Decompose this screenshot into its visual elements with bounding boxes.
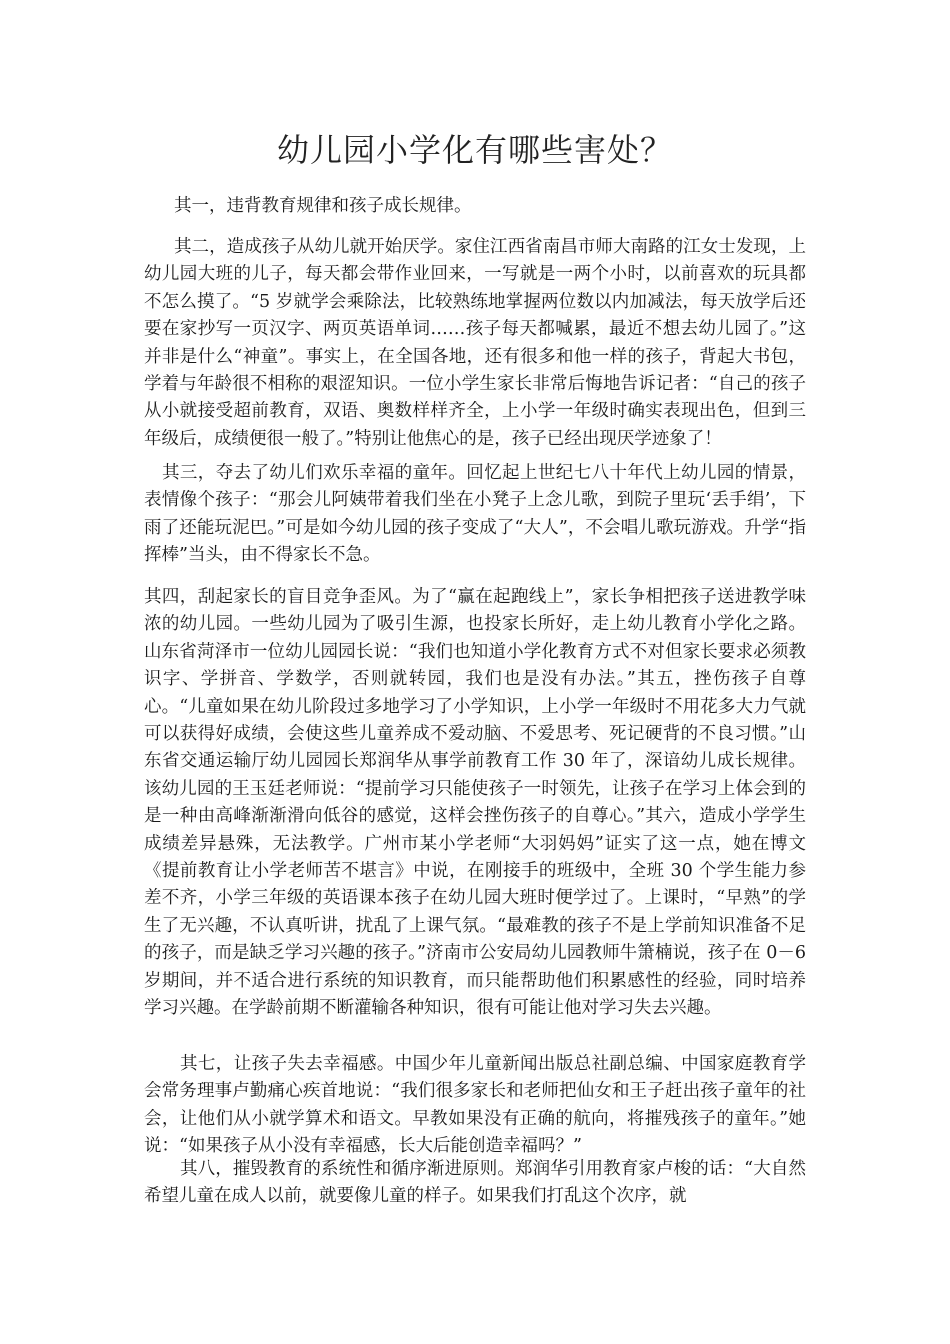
paragraph-2: 其二，造成孩子从幼儿就开始厌学。家住江西省南昌市师大南路的江女士发现，上幼儿园大班的儿子，每天都会带作业回来，一写就是一两个小时，以前喜欢的玩具都不怎么摸了。“5 岁就学会乘除法，比较熟练地掌握两位数以内加减法，每天放学后还要在家抄写一页汉字、两页英语单词……孩子每天都喊累，最近不想去幼儿园了。”这并非是什么“神童”。事实上，在全国各地，还有很多和他一样的孩子，背起大书包，学着与年龄很不相称的艰涩知识。一位小学生家长非常后悔地告诉记者：“自己的孩子从小就接受超前教育，双语、奥数样样齐全，上小学一年级时确实表现出色，但到三年级后，成绩便很一般了。”特别让他焦心的是，孩子已经出现厌学迹象了！ [144, 237, 806, 449]
paragraph-3: 其三，夺去了幼儿们欢乐幸福的童年。回忆起上世纪七八十年代上幼儿园的情景，表情像个孩子：“那会儿阿姨带着我们坐在小凳子上念儿歌，到院子里玩‘丢手绢’，下雨了还能玩泥巴。”可是如今幼儿园的孩子变成了“大人”，不会唱儿歌玩游戏。升学“指挥棒”当头，由不得家长不急。 [144, 463, 806, 566]
paragraph-1: 其一，违背教育规律和孩子成长规律。 [174, 196, 472, 216]
paragraph-4: 其四，刮起家长的盲目竞争歪风。为了“赢在起跑线上”，家长争相把孩子送进教学味浓的幼儿园。一些幼儿园为了吸引生源，也投家长所好，走上幼儿教育小学化之路。山东省菏泽市一位幼儿园园长说：“我们也知道小学化教育方式不对但家长要求必须教识字、学拼音、学数学，否则就转园，我们也是没有办法。”其五，挫伤孩子自尊心。“儿童如果在幼儿阶段过多地学习了小学知识，上小学一年级时不用花多大力气就可以获得好成绩，会使这些儿童养成不爱动脑、不爱思考、死记硬背的不良习惯。”山东省交通运输厅幼儿园园长郑润华从事学前教育工作 30 年了，深谙幼儿成长规律。该幼儿园的王玉廷老师说：“提前学习只能使孩子一时领先，让孩子在学习上体会到的是一种由高峰渐渐滑向低谷的感觉，这样会挫伤孩子的自尊心。”其六，造成小学学生成绩差异悬殊，无法教学。广州市某小学老师“大羽妈妈”证实了这一点，她在博文《提前教育让小学老师苦不堪言》中说，在刚接手的班级中，全班 30 个学生能力参差不齐，小学三年级的英语课本孩子在幼儿园大班时便学过了。上课时，“早熟”的学生了无兴趣，不认真听讲，扰乱了上课气氛。“最难教的孩子不是上学前知识准备不足的孩子，而是缺乏学习兴趣的孩子。”济南市公安局幼儿园教师牛箫楠说，孩子在 0－6 岁期间，并不适合进行系统的知识教育，而只能帮助他们积累感性的经验，同时培养学习兴趣。在学龄前期不断灌输各种知识，很有可能让他对学习失去兴趣。 [144, 587, 806, 1019]
paragraph-5: 其七，让孩子失去幸福感。中国少年儿童新闻出版总社副总编、中国家庭教育学会常务理事卢勤痛心疾首地说：“我们很多家长和老师把仙女和王子赶出孩子童年的社会，让他们从小就学算术和语文。早教如果没有正确的航向，将摧残孩子的童年。”她说：“如果孩子从小没有幸福感，长大后能创造幸福吗？” [144, 1054, 806, 1157]
document-title: 幼儿园小学化有哪些害处？ [276, 131, 673, 169]
paragraph-6: 其八，摧毁教育的系统性和循序渐进原则。郑润华引用教育家卢梭的话：“大自然希望儿童在成人以前，就要像儿童的样子。如果我们打乱这个次序，就 [144, 1159, 806, 1207]
